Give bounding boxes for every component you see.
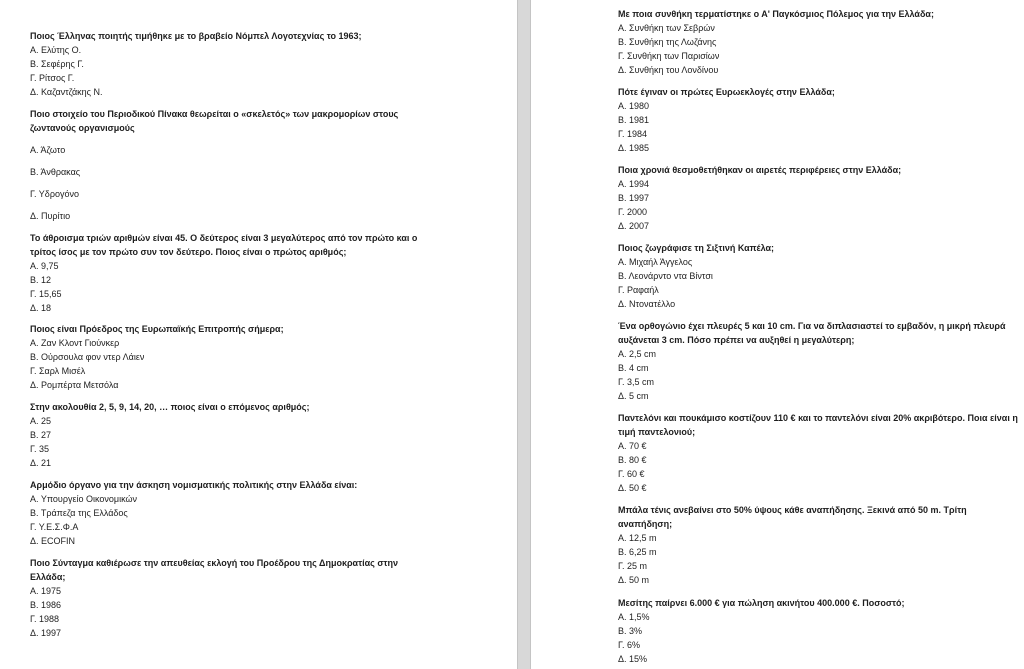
answer-option: Α. Άζωτο [30, 145, 66, 155]
question-text: Ένα ορθογώνιο έχει πλευρές 5 και 10 cm. Για να διπλασιαστεί το εμβαδόν, η μικρή πλευρά αυξάνεται 3 cm. Πόσο πρέπει να αυξηθεί η μεγαλύτερη; [618, 321, 1006, 345]
answer-option: Δ. 1997 [30, 628, 62, 638]
answer-option: Β. Άνθρακας [30, 167, 81, 177]
answer-option: Α. 2,5 cm [618, 349, 657, 359]
answer-option: Β. Ούρσουλα φον ντερ Λάιεν [30, 352, 145, 362]
answer-option: Δ. 5 cm [618, 391, 649, 401]
question-block [618, 241, 1018, 311]
answer-option: Α. 1,5% [618, 612, 650, 622]
question-block [618, 503, 1018, 587]
answer-option: Α. 9,75 [30, 261, 59, 271]
question-block [30, 322, 450, 392]
answer-option: Δ. ECOFIN [30, 536, 76, 546]
answer-option: Α. 1980 [618, 101, 650, 111]
answer-option: Β. 4 cm [618, 363, 649, 373]
answer-option: Α. Μιχαήλ Άγγελος [618, 257, 693, 267]
question-block [618, 163, 1018, 233]
question-text: Ποιο στοιχείο του Περιοδικού Πίνακα θεωρείται ο «σκελετός» των μακρομορίων στους ζωντανούς οργανισμούς [30, 109, 399, 133]
answer-option: Γ. 15,65 [30, 289, 62, 299]
question-text: Μπάλα τένις ανεβαίνει στο 50% ύψους κάθε αναπήδησης. Ξεκινά από 50 m. Τρίτη αναπήδηση; [618, 505, 967, 529]
answer-option: Β. 1986 [30, 600, 62, 610]
answer-option: Δ. 18 [30, 303, 52, 313]
answer-option: Γ. Ρίτσος Γ. [30, 73, 75, 83]
question-block [30, 556, 430, 640]
answer-option: Δ. Ντονατέλλο [618, 299, 676, 309]
question-block [30, 478, 450, 548]
answer-option: Α. Ζαν Κλοντ Γιούνκερ [30, 338, 120, 348]
answer-option: Δ. Πυρίτιο [30, 211, 71, 221]
answer-option: Α. Υπουργείο Οικονομικών [30, 494, 137, 504]
question-text: Ποιο Σύνταγμα καθιέρωσε την απευθείας εκλογή του Προέδρου της Δημοκρατίας στην Ελλάδα; [30, 558, 398, 582]
answer-option: Β. 1997 [618, 193, 650, 203]
question-text: Με ποια συνθήκη τερματίστηκε ο Α' Παγκόσμιος Πόλεμος για την Ελλάδα; [618, 9, 934, 19]
answer-option: Γ. 60 € [618, 469, 645, 479]
question-block [30, 107, 430, 223]
question-text: Μεσίτης παίρνει 6.000 € για πώληση ακινήτου 400.000 €. Ποσοστό; [618, 598, 905, 608]
question-block [618, 85, 1018, 155]
answer-option: Β. 80 € [618, 455, 647, 465]
answer-option: Β. 27 [30, 430, 52, 440]
question-block [618, 319, 1018, 403]
question-text: Αρμόδιο όργανο για την άσκηση νομισματικής πολιτικής στην Ελλάδα είναι: [30, 480, 358, 490]
answer-option: Β. 3% [618, 626, 643, 636]
answer-option: Γ. 6% [618, 640, 640, 650]
answer-option: Α. Συνθήκη των Σεβρών [618, 23, 715, 33]
answer-option: Γ. Υδρογόνο [30, 189, 79, 199]
answer-option: Α. 70 € [618, 441, 647, 451]
answer-option: Β. 12 [30, 275, 52, 285]
answer-option: Γ. 1984 [618, 129, 647, 139]
question-text: Πότε έγιναν οι πρώτες Ευρωεκλογές στην Ελλάδα; [618, 87, 835, 97]
answer-option: Γ. 1988 [30, 614, 59, 624]
answer-option: Δ. 1985 [618, 143, 650, 153]
answer-option: Α. 1975 [30, 586, 62, 596]
answer-option: Δ. 50 m [618, 575, 650, 585]
answer-option: Δ. Καζαντζάκης Ν. [30, 87, 103, 97]
answer-option: Γ. Υ.Ε.Σ.Φ.Α [30, 522, 79, 532]
answer-option: Γ. Συνθήκη των Παρισίων [618, 51, 720, 61]
answer-option: Δ. 2007 [618, 221, 650, 231]
right-page [531, 0, 1024, 669]
answer-option: Α. 25 [30, 416, 52, 426]
answer-option: Β. Σεφέρης Γ. [30, 59, 84, 69]
question-text: Στην ακολουθία 2, 5, 9, 14, 20, … ποιος είναι ο επόμενος αριθμός; [30, 402, 310, 412]
answer-option: Α. Ελύτης Ο. [30, 45, 82, 55]
answer-option: Δ. 21 [30, 458, 52, 468]
answer-option: Γ. 25 m [618, 561, 647, 571]
answer-option: Β. Συνθήκη της Λωζάνης [618, 37, 717, 47]
answer-option: Β. Τράπεζα της Ελλάδος [30, 508, 128, 518]
question-block [618, 411, 1018, 495]
answer-option: Δ. 15% [618, 654, 648, 664]
question-block [30, 231, 440, 315]
answer-option: Γ. Ραφαήλ [618, 285, 659, 295]
question-block [618, 7, 1018, 77]
question-text: Ποιος ζωγράφισε τη Σιξτινή Καπέλα; [618, 243, 775, 253]
answer-option: Δ. 50 € [618, 483, 647, 493]
page-gutter [517, 0, 531, 669]
answer-option: Δ. Συνθήκη του Λονδίνου [618, 65, 719, 75]
answer-option: Γ. 35 [30, 444, 49, 454]
answer-option: Β. 1981 [618, 115, 650, 125]
answer-option: Β. Λεονάρντο ντα Βίντσι [618, 271, 713, 281]
answer-option: Δ. Ρομπέρτα Μετσόλα [30, 380, 119, 390]
question-block [618, 596, 1018, 666]
question-block [30, 29, 450, 99]
question-text: Παντελόνι και πουκάμισο κοστίζουν 110 € και το παντελόνι είναι 20% ακριβότερο. Ποια είναι η τιμή παντελονιού; [618, 413, 1018, 437]
answer-option: Γ. 3,5 cm [618, 377, 654, 387]
question-text: Ποιος Έλληνας ποιητής τιμήθηκε με το βραβείο Νόμπελ Λογοτεχνίας το 1963; [30, 31, 362, 41]
answer-option: Γ. 2000 [618, 207, 647, 217]
answer-option: Γ. Σαρλ Μισέλ [30, 366, 86, 376]
question-block [30, 400, 450, 470]
answer-option: Α. 1994 [618, 179, 650, 189]
question-text: Ποια χρονιά θεσμοθετήθηκαν οι αιρετές περιφέρειες στην Ελλάδα; [618, 165, 902, 175]
question-text: Ποιος είναι Πρόεδρος της Ευρωπαϊκής Επιτροπής σήμερα; [30, 324, 284, 334]
question-text: Το άθροισμα τριών αριθμών είναι 45. Ο δεύτερος είναι 3 μεγαλύτερος από τον πρώτο και ο τρίτος ίσος με τον πρώτο συν τον δεύτερο. Ποιος είναι ο πρώτος αριθμός; [30, 233, 418, 257]
answer-option: Α. 12,5 m [618, 533, 657, 543]
answer-option: Β. 6,25 m [618, 547, 657, 557]
